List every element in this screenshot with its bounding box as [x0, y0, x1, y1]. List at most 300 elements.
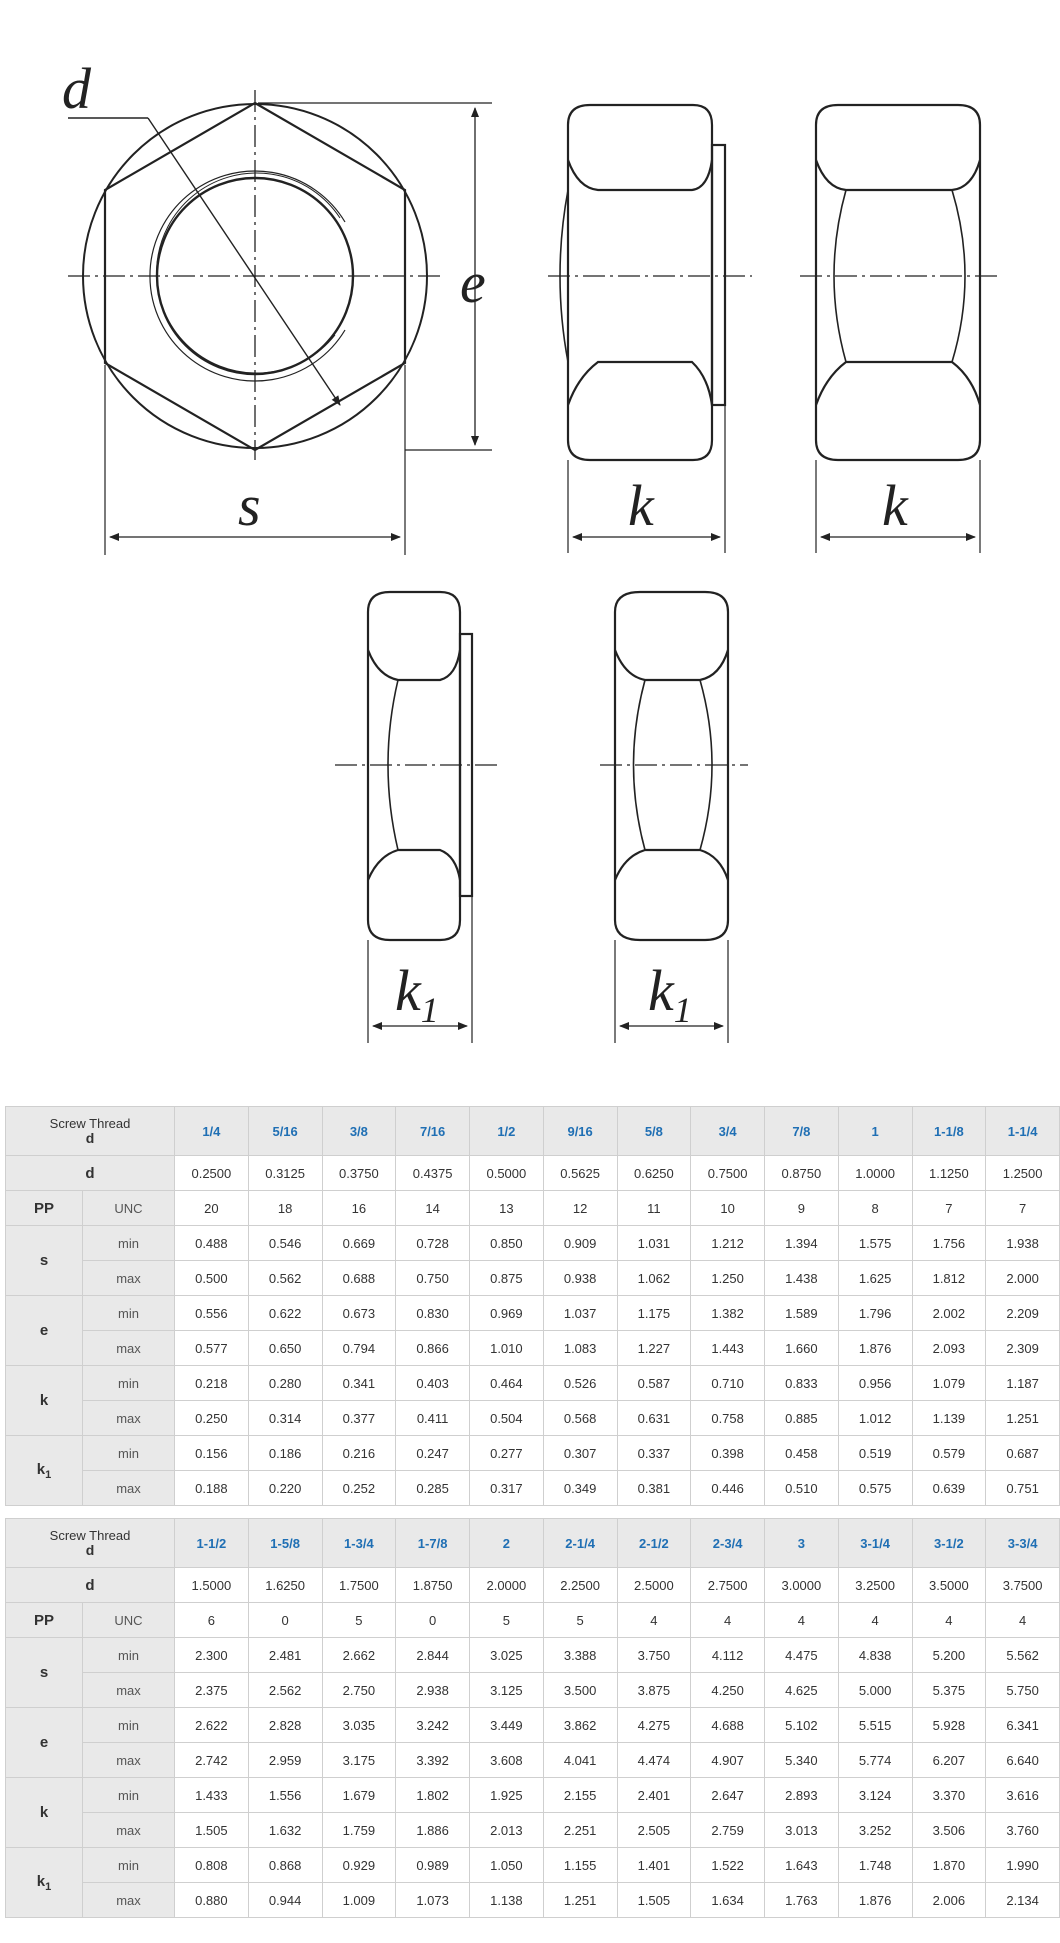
min-value-cell: 3.242 [396, 1708, 470, 1743]
min-value-cell: 0.868 [248, 1848, 322, 1883]
param-letter: e [39, 1734, 49, 1751]
min-value-cell: 0.622 [248, 1296, 322, 1331]
min-value-cell: 0.519 [838, 1436, 912, 1471]
max-value-cell: 0.751 [986, 1471, 1060, 1506]
min-value-cell: 1.394 [765, 1226, 839, 1261]
d-value-cell: 2.7500 [691, 1568, 765, 1603]
max-value-cell: 1.251 [543, 1883, 617, 1918]
min-value-cell: 0.969 [470, 1296, 544, 1331]
min-value-cell: 1.556 [248, 1778, 322, 1813]
min-value-cell: 2.893 [765, 1778, 839, 1813]
d-value-cell: 1.2500 [986, 1156, 1060, 1191]
row-sublabel-min: min [83, 1778, 175, 1813]
thread-size-header: 7/8 [765, 1107, 839, 1156]
min-value-cell: 3.370 [912, 1778, 986, 1813]
d-value-cell: 1.6250 [248, 1568, 322, 1603]
thread-size-header: 3-3/4 [986, 1519, 1060, 1568]
min-value-cell: 2.662 [322, 1638, 396, 1673]
thread-size-header: 5/16 [248, 1107, 322, 1156]
max-value-cell: 0.639 [912, 1471, 986, 1506]
min-value-cell: 2.155 [543, 1778, 617, 1813]
dim-label-k-side: k [882, 473, 908, 538]
d-value-cell: 2.0000 [470, 1568, 544, 1603]
max-value-cell: 1.139 [912, 1401, 986, 1436]
row-sublabel-max: max [83, 1331, 175, 1366]
min-value-cell: 0.337 [617, 1436, 691, 1471]
max-value-cell: 0.285 [396, 1471, 470, 1506]
row-label-d: d [6, 1568, 175, 1603]
max-value-cell: 1.505 [617, 1883, 691, 1918]
max-value-cell: 0.758 [691, 1401, 765, 1436]
min-value-cell: 0.341 [322, 1366, 396, 1401]
max-value-cell: 2.251 [543, 1813, 617, 1848]
max-value-cell: 5.000 [838, 1673, 912, 1708]
min-value-cell: 0.186 [248, 1436, 322, 1471]
pp-value-cell: 7 [986, 1191, 1060, 1226]
min-value-cell: 1.187 [986, 1366, 1060, 1401]
min-value-cell: 2.828 [248, 1708, 322, 1743]
min-value-cell: 5.102 [765, 1708, 839, 1743]
max-value-cell: 0.650 [248, 1331, 322, 1366]
thread-size-header: 3/4 [691, 1107, 765, 1156]
min-value-cell: 1.589 [765, 1296, 839, 1331]
max-value-cell: 0.377 [322, 1401, 396, 1436]
min-value-cell: 1.401 [617, 1848, 691, 1883]
max-value-cell: 5.750 [986, 1673, 1060, 1708]
max-value-cell: 1.251 [986, 1401, 1060, 1436]
d-value-cell: 1.0000 [838, 1156, 912, 1191]
pp-value-cell: 18 [248, 1191, 322, 1226]
max-value-cell: 0.411 [396, 1401, 470, 1436]
min-value-cell: 3.862 [543, 1708, 617, 1743]
param-min-row [6, 1436, 1060, 1471]
min-value-cell: 3.124 [838, 1778, 912, 1813]
max-value-cell: 0.631 [617, 1401, 691, 1436]
min-value-cell: 0.216 [322, 1436, 396, 1471]
param-max-row [6, 1331, 1060, 1366]
min-value-cell: 4.688 [691, 1708, 765, 1743]
max-value-cell: 2.938 [396, 1673, 470, 1708]
row-label-pp: PP [6, 1191, 83, 1226]
max-value-cell: 2.375 [175, 1673, 249, 1708]
param-min-row [6, 1226, 1060, 1261]
min-value-cell: 1.925 [470, 1778, 544, 1813]
pp-value-cell: 0 [396, 1603, 470, 1638]
max-value-cell: 1.438 [765, 1261, 839, 1296]
max-value-cell: 2.750 [322, 1673, 396, 1708]
min-value-cell: 1.522 [691, 1848, 765, 1883]
thread-size-header: 1/4 [175, 1107, 249, 1156]
max-value-cell: 0.577 [175, 1331, 249, 1366]
param-letter: s [39, 1252, 49, 1269]
pp-value-cell: 4 [765, 1603, 839, 1638]
row-sublabel-min: min [83, 1366, 175, 1401]
pp-value-cell: 13 [470, 1191, 544, 1226]
max-value-cell: 0.250 [175, 1401, 249, 1436]
row-sublabel-min: min [83, 1638, 175, 1673]
param-min-row [6, 1638, 1060, 1673]
d-row [6, 1568, 1060, 1603]
min-value-cell: 0.833 [765, 1366, 839, 1401]
min-value-cell: 1.643 [765, 1848, 839, 1883]
param-letter: e [39, 1322, 49, 1339]
dim-label-d: d [62, 56, 91, 121]
max-value-cell: 0.866 [396, 1331, 470, 1366]
row-label-pp: PP [6, 1603, 83, 1638]
corner-title: Screw Thread [49, 1116, 131, 1131]
min-value-cell: 0.669 [322, 1226, 396, 1261]
max-value-cell: 2.742 [175, 1743, 249, 1778]
row-label-d: d [6, 1156, 175, 1191]
max-value-cell: 2.134 [986, 1883, 1060, 1918]
min-value-cell: 0.526 [543, 1366, 617, 1401]
min-value-cell: 1.938 [986, 1226, 1060, 1261]
max-value-cell: 5.375 [912, 1673, 986, 1708]
param-min-row [6, 1708, 1060, 1743]
min-value-cell: 5.515 [838, 1708, 912, 1743]
min-value-cell: 0.728 [396, 1226, 470, 1261]
min-value-cell: 0.247 [396, 1436, 470, 1471]
row-label-param [6, 1778, 83, 1848]
thread-size-header: 1 [838, 1107, 912, 1156]
max-value-cell: 0.875 [470, 1261, 544, 1296]
pp-value-cell: 12 [543, 1191, 617, 1226]
dim-label-k-front: k [628, 473, 654, 538]
thread-size-header: 1-1/2 [175, 1519, 249, 1568]
d-row [6, 1156, 1060, 1191]
pp-value-cell: 9 [765, 1191, 839, 1226]
param-letter: k [36, 1460, 46, 1478]
param-min-row [6, 1778, 1060, 1813]
param-min-row [6, 1296, 1060, 1331]
row-sublabel-max: max [83, 1471, 175, 1506]
thread-size-header: 5/8 [617, 1107, 691, 1156]
screw-thread-corner [6, 1107, 175, 1156]
min-value-cell: 1.212 [691, 1226, 765, 1261]
max-value-cell: 0.314 [248, 1401, 322, 1436]
min-value-cell: 3.025 [470, 1638, 544, 1673]
max-value-cell: 1.227 [617, 1331, 691, 1366]
min-value-cell: 0.989 [396, 1848, 470, 1883]
min-value-cell: 3.449 [470, 1708, 544, 1743]
param-subscript: 1 [45, 1468, 52, 1481]
param-max-row [6, 1471, 1060, 1506]
max-value-cell: 3.506 [912, 1813, 986, 1848]
d-value-cell: 0.7500 [691, 1156, 765, 1191]
max-value-cell: 3.252 [838, 1813, 912, 1848]
max-value-cell: 1.876 [838, 1331, 912, 1366]
corner-d: d [85, 1130, 95, 1146]
max-value-cell: 1.062 [617, 1261, 691, 1296]
param-max-row [6, 1883, 1060, 1918]
min-value-cell: 1.155 [543, 1848, 617, 1883]
max-value-cell: 0.188 [175, 1471, 249, 1506]
max-value-cell: 4.907 [691, 1743, 765, 1778]
min-value-cell: 0.710 [691, 1366, 765, 1401]
d-value-cell: 0.4375 [396, 1156, 470, 1191]
row-sublabel-min: min [83, 1226, 175, 1261]
d-value-cell: 1.5000 [175, 1568, 249, 1603]
max-value-cell: 1.443 [691, 1331, 765, 1366]
max-value-cell: 1.625 [838, 1261, 912, 1296]
dim-label-s: s [238, 473, 261, 538]
dim-label-e: e [460, 250, 486, 315]
min-value-cell: 5.928 [912, 1708, 986, 1743]
size-header-row [6, 1107, 1060, 1156]
top-view [68, 90, 492, 555]
max-value-cell: 4.474 [617, 1743, 691, 1778]
max-value-cell: 1.660 [765, 1331, 839, 1366]
row-label-param [6, 1226, 83, 1296]
thread-size-header: 1/2 [470, 1107, 544, 1156]
min-value-cell: 1.433 [175, 1778, 249, 1813]
min-value-cell: 0.956 [838, 1366, 912, 1401]
thread-size-header: 3 [765, 1519, 839, 1568]
min-value-cell: 2.300 [175, 1638, 249, 1673]
thread-size-header: 1-3/4 [322, 1519, 396, 1568]
min-value-cell: 0.218 [175, 1366, 249, 1401]
pp-value-cell: 7 [912, 1191, 986, 1226]
max-value-cell: 1.886 [396, 1813, 470, 1848]
param-letter: k [39, 1392, 49, 1409]
min-value-cell: 0.458 [765, 1436, 839, 1471]
min-value-cell: 3.616 [986, 1778, 1060, 1813]
min-value-cell: 1.756 [912, 1226, 986, 1261]
min-value-cell: 2.844 [396, 1638, 470, 1673]
param-subscript: 1 [45, 1880, 52, 1893]
pp-value-cell: 4 [838, 1603, 912, 1638]
min-value-cell: 1.037 [543, 1296, 617, 1331]
row-sublabel-min: min [83, 1296, 175, 1331]
max-value-cell: 4.625 [765, 1673, 839, 1708]
dim-label-k1-flanged: $k_1$ [395, 958, 439, 1030]
max-value-cell: 0.349 [543, 1471, 617, 1506]
max-value-cell: 2.013 [470, 1813, 544, 1848]
min-value-cell: 0.850 [470, 1226, 544, 1261]
max-value-cell: 3.125 [470, 1673, 544, 1708]
max-value-cell: 0.510 [765, 1471, 839, 1506]
row-sublabel-min: min [83, 1436, 175, 1471]
d-value-cell: 1.7500 [322, 1568, 396, 1603]
max-value-cell: 0.938 [543, 1261, 617, 1296]
param-max-row [6, 1743, 1060, 1778]
row-label-param [6, 1708, 83, 1778]
thread-size-header: 2 [470, 1519, 544, 1568]
min-value-cell: 1.802 [396, 1778, 470, 1813]
d-value-cell: 2.2500 [543, 1568, 617, 1603]
max-value-cell: 3.175 [322, 1743, 396, 1778]
min-value-cell: 5.562 [986, 1638, 1060, 1673]
min-value-cell: 2.481 [248, 1638, 322, 1673]
pp-value-cell: 5 [322, 1603, 396, 1638]
min-value-cell: 0.929 [322, 1848, 396, 1883]
max-value-cell: 0.446 [691, 1471, 765, 1506]
thread-size-header: 1-1/4 [986, 1107, 1060, 1156]
min-value-cell: 1.031 [617, 1226, 691, 1261]
min-value-cell: 0.488 [175, 1226, 249, 1261]
pp-value-cell: 4 [912, 1603, 986, 1638]
param-max-row [6, 1401, 1060, 1436]
min-value-cell: 0.673 [322, 1296, 396, 1331]
max-value-cell: 6.640 [986, 1743, 1060, 1778]
min-value-cell: 0.398 [691, 1436, 765, 1471]
row-label-param [6, 1296, 83, 1366]
min-value-cell: 3.035 [322, 1708, 396, 1743]
row-label-param [6, 1638, 83, 1708]
min-value-cell: 0.277 [470, 1436, 544, 1471]
max-value-cell: 1.632 [248, 1813, 322, 1848]
row-sublabel-max: max [83, 1401, 175, 1436]
min-value-cell: 0.546 [248, 1226, 322, 1261]
row-sublabel-max: max [83, 1883, 175, 1918]
d-value-cell: 0.8750 [765, 1156, 839, 1191]
max-value-cell: 0.750 [396, 1261, 470, 1296]
row-label-param [6, 1436, 83, 1506]
min-value-cell: 2.209 [986, 1296, 1060, 1331]
min-value-cell: 0.808 [175, 1848, 249, 1883]
row-sublabel-min: min [83, 1708, 175, 1743]
min-value-cell: 5.200 [912, 1638, 986, 1673]
row-sublabel-max: max [83, 1743, 175, 1778]
max-value-cell: 2.000 [986, 1261, 1060, 1296]
d-value-cell: 0.3125 [248, 1156, 322, 1191]
thread-size-header: 3-1/2 [912, 1519, 986, 1568]
max-value-cell: 1.876 [838, 1883, 912, 1918]
row-sublabel-max: max [83, 1813, 175, 1848]
param-letter: s [39, 1664, 49, 1681]
pp-value-cell: 4 [986, 1603, 1060, 1638]
param-letter: k [36, 1872, 46, 1890]
row-label-param [6, 1366, 83, 1436]
max-value-cell: 3.875 [617, 1673, 691, 1708]
min-value-cell: 1.679 [322, 1778, 396, 1813]
pp-value-cell: 14 [396, 1191, 470, 1226]
min-value-cell: 3.750 [617, 1638, 691, 1673]
row-sublabel-unc: UNC [83, 1191, 175, 1226]
pp-value-cell: 16 [322, 1191, 396, 1226]
min-value-cell: 0.587 [617, 1366, 691, 1401]
row-sublabel-max: max [83, 1673, 175, 1708]
min-value-cell: 2.622 [175, 1708, 249, 1743]
max-value-cell: 1.505 [175, 1813, 249, 1848]
d-value-cell: 0.5625 [543, 1156, 617, 1191]
max-value-cell: 5.774 [838, 1743, 912, 1778]
pp-value-cell: 20 [175, 1191, 249, 1226]
max-value-cell: 2.759 [691, 1813, 765, 1848]
min-value-cell: 0.687 [986, 1436, 1060, 1471]
pp-value-cell: 10 [691, 1191, 765, 1226]
d-value-cell: 1.1250 [912, 1156, 986, 1191]
max-value-cell: 1.250 [691, 1261, 765, 1296]
min-value-cell: 1.079 [912, 1366, 986, 1401]
thread-size-header: 1-5/8 [248, 1519, 322, 1568]
d-value-cell: 3.5000 [912, 1568, 986, 1603]
row-sublabel-unc: UNC [83, 1603, 175, 1638]
max-value-cell: 2.093 [912, 1331, 986, 1366]
min-value-cell: 0.156 [175, 1436, 249, 1471]
max-value-cell: 1.763 [765, 1883, 839, 1918]
min-value-cell: 0.464 [470, 1366, 544, 1401]
thin-view-plain [600, 592, 748, 1043]
max-value-cell: 0.575 [838, 1471, 912, 1506]
param-max-row [6, 1261, 1060, 1296]
thread-size-header: 3-1/4 [838, 1519, 912, 1568]
max-value-cell: 0.688 [322, 1261, 396, 1296]
min-value-cell: 1.990 [986, 1848, 1060, 1883]
max-value-cell: 4.041 [543, 1743, 617, 1778]
max-value-cell: 1.083 [543, 1331, 617, 1366]
max-value-cell: 5.340 [765, 1743, 839, 1778]
pp-row [6, 1603, 1060, 1638]
param-max-row [6, 1673, 1060, 1708]
max-value-cell: 1.009 [322, 1883, 396, 1918]
corner-d: d [85, 1542, 95, 1558]
pp-value-cell: 8 [838, 1191, 912, 1226]
max-value-cell: 1.073 [396, 1883, 470, 1918]
d-value-cell: 3.2500 [838, 1568, 912, 1603]
thread-size-header: 9/16 [543, 1107, 617, 1156]
dim-label-k1-plain: $k_1$ [648, 958, 692, 1030]
pp-value-cell: 0 [248, 1603, 322, 1638]
screw-thread-corner [6, 1519, 175, 1568]
min-value-cell: 1.796 [838, 1296, 912, 1331]
max-value-cell: 1.010 [470, 1331, 544, 1366]
max-value-cell: 2.959 [248, 1743, 322, 1778]
min-value-cell: 4.475 [765, 1638, 839, 1673]
pp-row [6, 1191, 1060, 1226]
param-min-row [6, 1366, 1060, 1401]
d-value-cell: 2.5000 [617, 1568, 691, 1603]
max-value-cell: 4.250 [691, 1673, 765, 1708]
min-value-cell: 0.909 [543, 1226, 617, 1261]
min-value-cell: 2.002 [912, 1296, 986, 1331]
spec-table [5, 1106, 1060, 1506]
max-value-cell: 2.505 [617, 1813, 691, 1848]
min-value-cell: 1.050 [470, 1848, 544, 1883]
min-value-cell: 3.388 [543, 1638, 617, 1673]
min-value-cell: 0.280 [248, 1366, 322, 1401]
max-value-cell: 3.392 [396, 1743, 470, 1778]
d-value-cell: 0.3750 [322, 1156, 396, 1191]
max-value-cell: 3.500 [543, 1673, 617, 1708]
max-value-cell: 0.500 [175, 1261, 249, 1296]
param-letter: k [39, 1804, 49, 1821]
thread-size-header: 2-1/4 [543, 1519, 617, 1568]
pp-value-cell: 6 [175, 1603, 249, 1638]
max-value-cell: 1.812 [912, 1261, 986, 1296]
max-value-cell: 0.944 [248, 1883, 322, 1918]
min-value-cell: 0.579 [912, 1436, 986, 1471]
max-value-cell: 2.006 [912, 1883, 986, 1918]
min-value-cell: 1.575 [838, 1226, 912, 1261]
max-value-cell: 1.012 [838, 1401, 912, 1436]
max-value-cell: 1.138 [470, 1883, 544, 1918]
max-value-cell: 2.309 [986, 1331, 1060, 1366]
spec-table [5, 1518, 1060, 1918]
min-value-cell: 4.838 [838, 1638, 912, 1673]
thread-size-header: 1-1/8 [912, 1107, 986, 1156]
thread-size-header: 3/8 [322, 1107, 396, 1156]
min-value-cell: 0.307 [543, 1436, 617, 1471]
row-label-param [6, 1848, 83, 1918]
d-value-cell: 1.8750 [396, 1568, 470, 1603]
d-value-cell: 0.5000 [470, 1156, 544, 1191]
max-value-cell: 0.504 [470, 1401, 544, 1436]
param-min-row [6, 1848, 1060, 1883]
row-sublabel-min: min [83, 1848, 175, 1883]
thread-size-header: 7/16 [396, 1107, 470, 1156]
thread-size-header: 2-3/4 [691, 1519, 765, 1568]
